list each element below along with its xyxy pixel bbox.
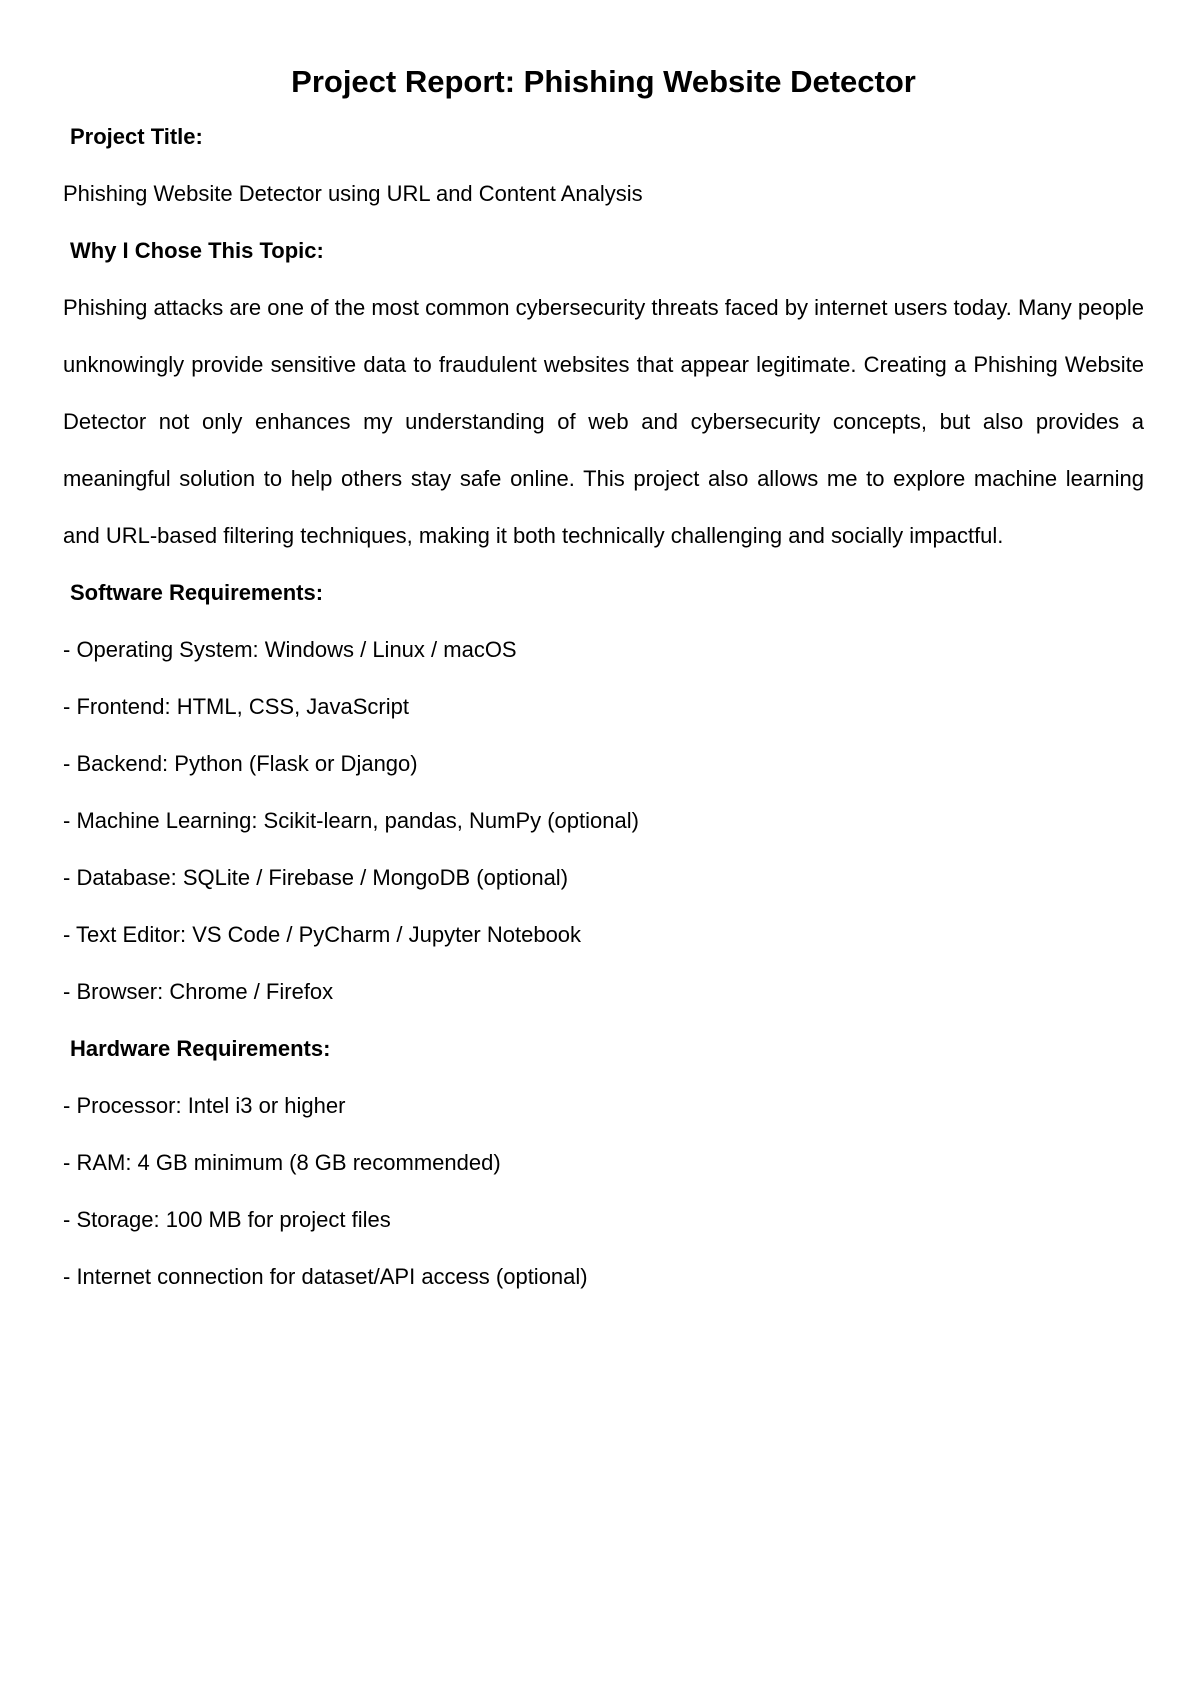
list-item: - Frontend: HTML, CSS, JavaScript [63,694,409,719]
list-item: - RAM: 4 GB minimum (8 GB recommended) [63,1150,501,1175]
project-title-text: Phishing Website Detector using URL and Content Analysis [63,181,643,206]
list-item: - Machine Learning: Scikit-learn, pandas, NumPy (optional) [63,808,639,833]
list-item: - Text Editor: VS Code / PyCharm / Jupyter Notebook [63,922,582,947]
hardware-requirements-heading: Hardware Requirements: [70,1036,331,1061]
list-item: - Storage: 100 MB for project files [63,1207,391,1232]
why-heading: Why I Chose This Topic: [70,238,324,263]
list-item: - Internet connection for dataset/API access (optional) [63,1264,588,1289]
list-item: - Database: SQLite / Firebase / MongoDB (optional) [63,865,569,890]
document-title: Project Report: Phishing Website Detector [291,64,916,99]
software-requirements-list [63,621,1144,1020]
project-title-heading: Project Title: [70,124,203,149]
software-requirements-heading: Software Requirements: [70,580,324,605]
list-item: - Browser: Chrome / Firefox [63,979,334,1004]
list-item: - Processor: Intel i3 or higher [63,1093,346,1118]
why-paragraph: Phishing attacks are one of the most common cybersecurity threats faced by internet users today. Many people unknowingly provide sensitive data to fraudulent websites that appear legitimate. Creating a Phishing Website Detector not only enhances my understanding of web and cybersecurity concepts, but also provides a meaningful solution to help others stay safe online. This project also allows me to explore machine learning and URL-based filtering techniques, making it both technically challenging and socially impactful. [63,295,1144,548]
list-item: - Backend: Python (Flask or Django) [63,751,418,776]
list-item: - Operating System: Windows / Linux / macOS [63,637,517,662]
hardware-requirements-list [63,1077,1144,1305]
